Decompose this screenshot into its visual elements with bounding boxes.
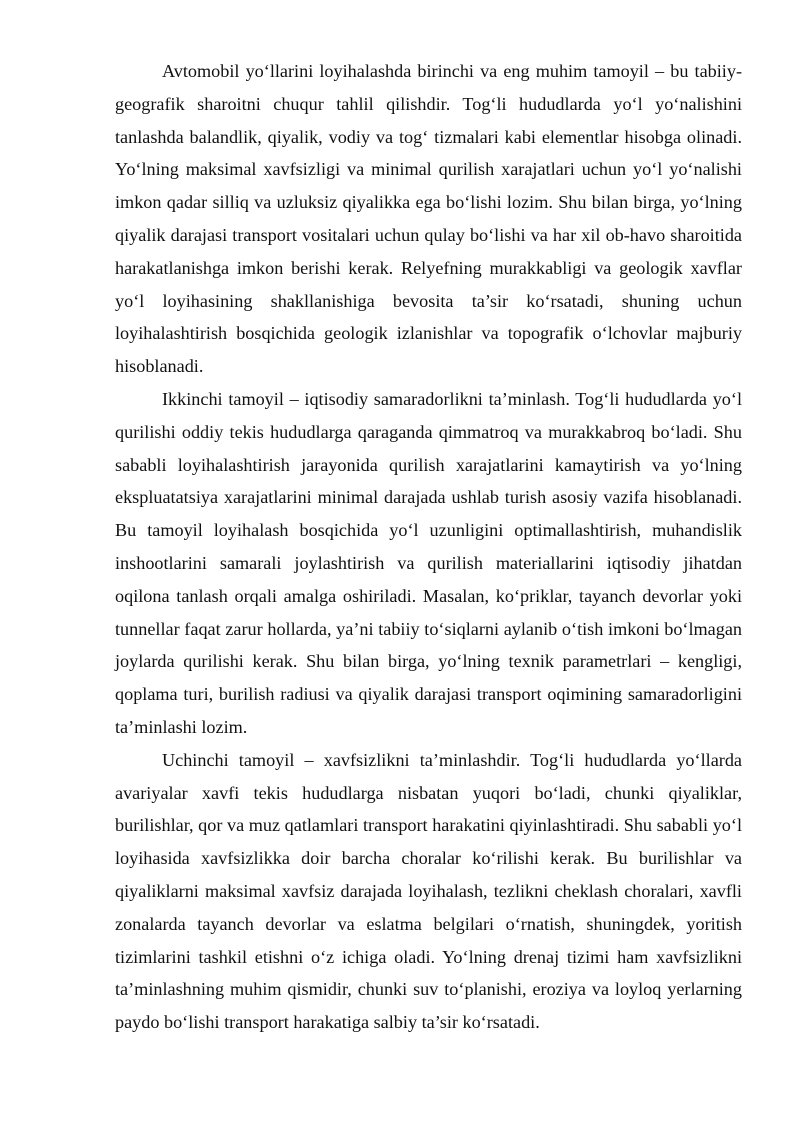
paragraph-first-principle: Avtomobil yo‘llarini loyihalashda birinchi va eng muhim tamoyil – bu tabiiy-geografik sharoitni chuqur tahlil qilishdir. Tog‘li hududlarda yo‘l yo‘nalishini tanlashda balandlik, qiyalik, vodiy va tog‘ tizmalari kabi elementlar hisobga olinadi. Yo‘lning maksimal xavfsizligi va minimal qurilish xarajatlari uchun yo‘l yo‘nalishi imkon qadar silliq va uzluksiz qiyalikka ega bo‘lishi lozim. Shu bilan birga, yo‘lning qiyalik darajasi transport vositalari uchun qulay bo‘lishi va har xil ob-havo sharoitida harakatlanishga imkon berishi kerak. Relyefning murakkabligi va geologik xavflar yo‘l loyihasining shakllanishiga bevosita ta’sir ko‘rsatadi, shuning uchun loyihalashtirish bosqichida geologik izlanishlar va topografik o‘lchovlar majburiy hisoblanadi.: [115, 61, 742, 377]
paragraph-second-principle: Ikkinchi tamoyil – iqtisodiy samaradorlikni ta’minlash. Tog‘li hududlarda yo‘l qurilishi oddiy tekis hududlarga qaraganda qimmatroq va murakkabroq bo‘ladi. Shu sababli loyihalashtirish jarayonida qurilish xarajatlarini kamaytirish va yo‘lning ekspluatatsiya xarajatlarini minimal darajada ushlab turish asosiy vazifa hisoblanadi. Bu tamoyil loyihalash bosqichida yo‘l uzunligini optimallashtirish, muhandislik inshootlarini samarali joylashtirish va qurilish materiallarini iqtisodiy jihatdan oqilona tanlash orqali amalga oshiriladi. Masalan, ko‘priklar, tayanch devorlar yoki tunnellar faqat zarur hollarda, ya’ni tabiiy to‘siqlarni aylanib o‘tish imkoni bo‘lmagan joylarda qurilishi kerak. Shu bilan birga, yo‘lning texnik parametrlari – kengligi, qoplama turi, burilish radiusi va qiyalik darajasi transport oqimining samaradorligini ta’minlashi lozim.: [115, 388, 742, 737]
document-page: [115, 55, 742, 1039]
paragraph-third-principle: Uchinchi tamoyil – xavfsizlikni ta’minlashdir. Tog‘li hududlarda yo‘llarda avariyalar xavfi tekis hududlarga nisbatan yuqori bo‘ladi, chunki qiyaliklar, burilishlar, qor va muz qatlamlari transport harakatini qiyinlashtiradi. Shu sababli yo‘l loyihasida xavfsizlikka doir barcha choralar ko‘rilishi kerak. Bu burilishlar va qiyaliklarni maksimal xavfsiz darajada loyihalash, tezlikni cheklash choralari, xavfli zonalarda tayanch devorlar va eslatma belgilari o‘rnatish, shuningdek, yoritish tizimlarini tashkil etishni o‘z ichiga oladi. Yo‘lning drenaj tizimi ham xavfsizlikni ta’minlashning muhim qismidir, chunki suv to‘planishi, eroziya va loyloq yerlarning paydo bo‘lishi transport harakatiga salbiy ta’sir ko‘rsatadi.: [115, 749, 742, 1033]
